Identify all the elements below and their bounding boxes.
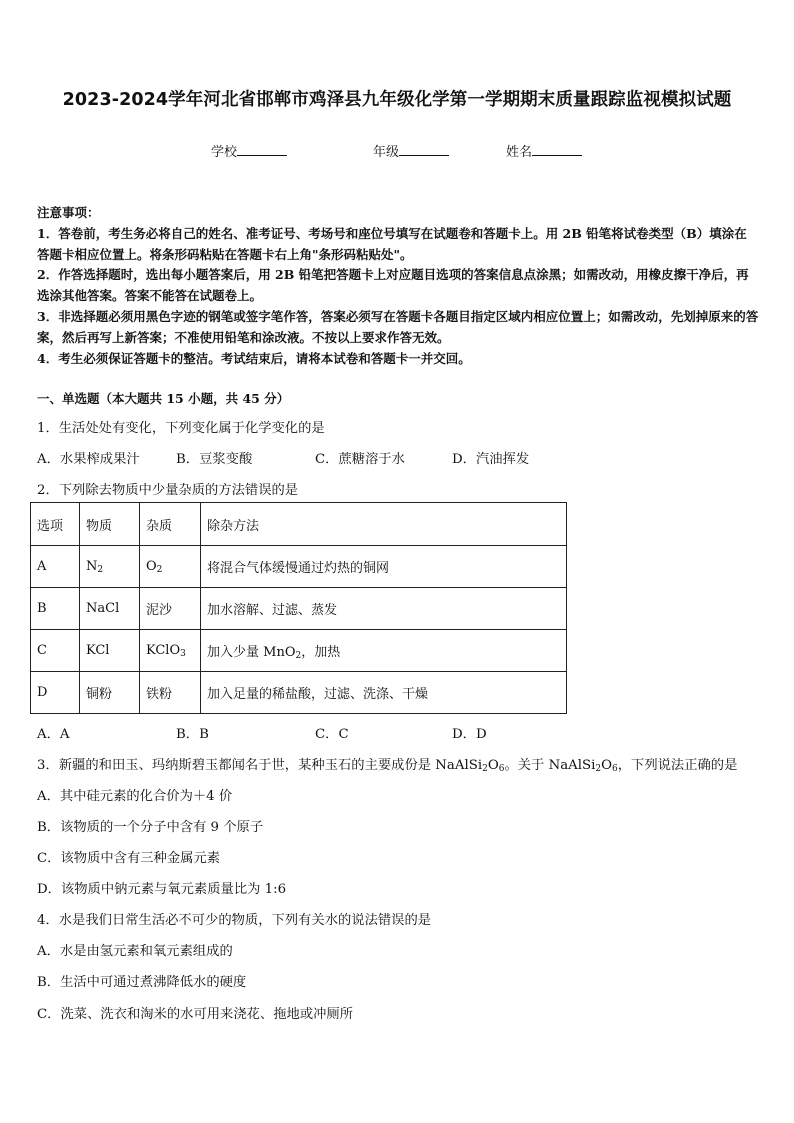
section-heading: 一、单选题（本大题共 15 小题，共 45 分） (37, 391, 290, 406)
row-b-impurity: 泥沙 (140, 588, 201, 630)
row-d-impurity: 铁粉 (140, 672, 201, 714)
name-label: 姓名 (506, 145, 533, 160)
school-label: 学校 (211, 145, 238, 160)
q3-option-d: D．该物质中钠元素与氧元素质量比为 1:6 (37, 882, 287, 897)
name-field (506, 141, 582, 160)
table-row (31, 588, 567, 630)
exam-notes (37, 203, 759, 369)
header-impurity: 杂质 (140, 503, 201, 546)
q2-option-c: C．C (315, 727, 349, 742)
header-substance: 物质 (80, 503, 140, 546)
row-a-impurity: $O_2$ (140, 546, 201, 588)
q1-option-d: D．汽油挥发 (452, 452, 530, 467)
q1-option-c: C．蔗糖溶于水 (315, 452, 405, 467)
notes-item-1: 1．答卷前，考生务必将自己的姓名、准考证号、考场号和座位号填写在试题卷和答题卡上。用 2B 铅笔将试卷类型（B）填涂在答题卡相应位置上。将条形码粘贴在答题卡右上角"条形码粘贴处"。 (37, 225, 747, 262)
table-row (31, 672, 567, 714)
grade-blank (399, 143, 449, 156)
row-b-substance: NaCl (80, 588, 140, 630)
row-d-option: D (31, 672, 80, 714)
q3-option-c: C．该物质中含有三种金属元素 (37, 851, 221, 866)
q3-stem: 3．新疆的和田玉、玛纳斯碧玉都闻名于世，某种玉石的主要成份是 $NaAlSi_2O_6$。关于 $NaAlSi_2O_6$，下列说法正确的是 (37, 758, 738, 774)
notes-item-3: 3．非选择题必须用黑色字迹的钢笔或签字笔作答，答案必须写在答题卡各题目指定区域内相应位置上；如需改动，先划掉原来的答案，然后再写上新答案；不准使用铅笔和涂改液。不按以上要求作答无效。 (37, 308, 759, 345)
q3-option-a: A．其中硅元素的化合价为＋4 价 (37, 789, 233, 804)
header-option: 选项 (31, 503, 80, 546)
row-c-impurity: KClO$_3$ (140, 630, 201, 672)
grade-label: 年级 (373, 145, 400, 160)
q1-option-a: A．水果榨成果汁 (37, 452, 140, 467)
row-c-option: C (31, 630, 80, 672)
table-header-row (31, 503, 567, 546)
grade-field (373, 141, 449, 160)
table-row (31, 546, 567, 588)
row-b-method: 加水溶解、过滤、蒸发 (201, 588, 567, 630)
row-c-substance: KCl (80, 630, 140, 672)
q4-stem: 4．水是我们日常生活必不可少的物质，下列有关水的说法错误的是 (37, 913, 432, 928)
row-d-substance: 铜粉 (80, 672, 140, 714)
q2-option-d: D．D (452, 727, 487, 742)
row-a-method: 将混合气体缓慢通过灼热的铜网 (201, 546, 567, 588)
q1-stem: 1．生活处处有变化，下列变化属于化学变化的是 (37, 421, 325, 436)
q1-option-b: B．豆浆变酸 (176, 452, 253, 467)
notes-item-4: 4．考生必须保证答题卡的整洁。考试结束后，请将本试卷和答题卡一并交回。 (37, 350, 471, 366)
notes-heading: 注意事项： (37, 205, 100, 220)
q4-option-a: A．水是由氢元素和氧元素组成的 (37, 944, 233, 959)
school-field (211, 141, 287, 160)
q2-option-b: B．B (176, 727, 209, 742)
row-a-option: A (31, 546, 80, 588)
school-blank (237, 143, 287, 156)
row-a-substance: $N_2$ (80, 546, 140, 588)
q2-stem: 2．下列除去物质中少量杂质的方法错误的是 (37, 483, 299, 498)
name-blank (532, 143, 582, 156)
row-c-method: 加入少量 MnO$_2$，加热 (201, 630, 567, 672)
notes-item-2: 2．作答选择题时，选出每小题答案后，用 2B 铅笔把答题卡上对应题目选项的答案信息点涂黑；如需改动，用橡皮擦干净后，再选涂其他答案。答案不能答在试题卷上。 (37, 267, 749, 304)
row-d-method: 加入足量的稀盐酸，过滤、洗涤、干燥 (201, 672, 567, 714)
header-method: 除杂方法 (201, 503, 567, 546)
row-b-option: B (31, 588, 80, 630)
q4-option-b: B．生活中可通过煮沸降低水的硬度 (37, 975, 247, 990)
table-row (31, 630, 567, 672)
q2-option-a: A．A (37, 727, 70, 742)
q4-option-c: C．洗菜、洗衣和淘米的水可用来浇花、拖地或冲厕所 (37, 1007, 354, 1022)
exam-title: 2023-2024学年河北省邯郸市鸡泽县九年级化学第一学期期末质量跟踪监视模拟试题 (62, 90, 732, 110)
q2-table (30, 502, 567, 714)
q3-option-b: B．该物质的一个分子中含有 9 个原子 (37, 820, 264, 835)
